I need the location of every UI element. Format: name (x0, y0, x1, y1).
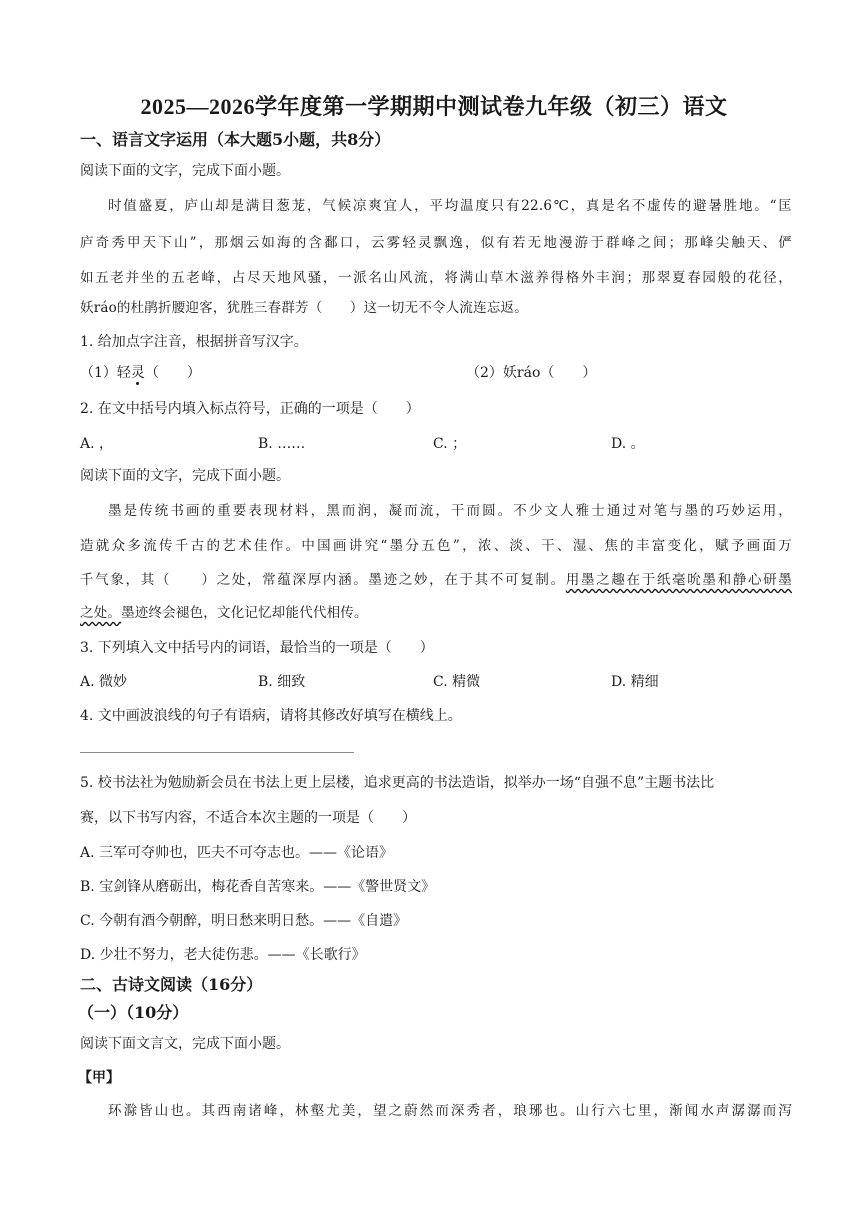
passage-line: 庐奇秀甲天下山”，那烟云如海的含鄱口，云雾轻灵飘逸，似有若无地漫游于群峰之间；那峰尖触天、俨 (80, 235, 792, 251)
question-2-option-a[interactable]: A. ， (80, 436, 114, 452)
passage-line: 时值盛夏，庐山却是满目葱茏，气候凉爽宜人，平均温度只有22.6℃，真是名不虚传的避暑胜地。“匡 (108, 198, 792, 214)
wavy-underlined-sentence: 用墨之趣在于纸毫吮墨和静心研墨 (565, 572, 793, 588)
question-2-option-b[interactable]: B. …… (258, 436, 306, 452)
question-5-stem: 5. 校书法社为勉励新会员在书法上更上层楼，追求更高的书法造诣，拟举办一场“自强不息”主题书法比 (80, 775, 715, 791)
dotted-character: 灵 (130, 365, 145, 381)
answer-blank-line[interactable] (80, 752, 354, 753)
classical-passage-line: 环滁皆山也。其西南诸峰，林壑尤美，望之蔚然而深秀者，琅琊也。山行六七里，渐闻水声潺潺而泻 (108, 1103, 792, 1119)
passage-line: 妖ráo的杜鹃折腰迎客，犹胜三春群芳（ ）这一切无不令人流连忘返。 (80, 300, 528, 316)
question-3-option-a[interactable]: A. 微妙 (80, 674, 128, 690)
question-3-option-b[interactable]: B. 细致 (258, 674, 306, 690)
question-2-option-d[interactable]: D. 。 (611, 436, 645, 452)
question-3-option-d[interactable]: D. 精细 (611, 674, 659, 690)
section2-intro: 阅读下面文言文，完成下面小题。 (80, 1036, 290, 1052)
question-5-option-c[interactable]: C. 今朝有酒今朝醉，明日愁来明日愁。——《自遣》 (80, 913, 408, 929)
passage2-line (80, 603, 792, 623)
passage2-line: 造就众多流传千古的艺术佳作。中国画讲究“墨分五色”，浓、淡、干、湿、焦的丰富变化，赋予画面万 (80, 538, 792, 554)
question-2-stem: 2. 在文中括号内填入标点符号，正确的一项是（ ） (80, 401, 420, 417)
page-title: 2025—2026学年度第一学期期中测试卷九年级（初三）语文 (140, 94, 728, 119)
question-5-option-b[interactable]: B. 宝剑锋从磨砺出，梅花香自苦寒来。——《警世贤文》 (80, 879, 436, 895)
section1-heading: 一、语言文字运用（本大题5小题，共8分） (80, 130, 391, 149)
question-5-option-d[interactable]: D. 少壮不努力，老大徒伤悲。——《长歌行》 (80, 947, 366, 963)
passage2-line (80, 570, 792, 590)
passage2-text: 墨迹终会褪色，文化记忆却能代代相传。 (121, 605, 368, 621)
passage2-line: 墨是传统书画的重要表现材料，黑而润，凝而流，干而圆。不少文人雅士通过对笔与墨的巧妙运用， (108, 503, 792, 519)
question-1-part-a (80, 363, 201, 383)
question-1-part-b: （2）妖ráo（ ） (466, 365, 597, 381)
question-5-option-a[interactable]: A. 三军可夺帅也，匹夫不可夺志也。——《论语》 (80, 845, 394, 861)
wavy-underlined-sentence: 之处。 (80, 605, 122, 621)
question-3-option-c[interactable]: C. 精微 (433, 674, 481, 690)
question-1-stem: 1. 给加点字注音，根据拼音写汉字。 (80, 334, 308, 350)
passage-label-jia: 【甲】 (78, 1070, 120, 1086)
passage2-text: 千气象，其（ ）之处，常蕴深厚内涵。墨迹之妙，在于其不可复制。 (80, 572, 566, 588)
question-2-option-c[interactable]: C. ； (433, 436, 467, 452)
question-5-stem: 赛，以下书写内容，不适合本次主题的一项是（ ） (80, 810, 416, 826)
q1a-prefix: （1）轻 (80, 365, 131, 381)
section2-subheading: （一）（10分） (78, 1003, 189, 1022)
section1-intro-2: 阅读下面的文字，完成下面小题。 (80, 468, 290, 484)
section2-heading: 二、古诗文阅读（16分） (80, 975, 263, 994)
passage-line: 如五老并坐的五老峰，占尽天地风骚，一派名山风流，将满山草木滋养得格外丰润；那翠夏春园般的花径， (80, 270, 792, 286)
section1-intro: 阅读下面的文字，完成下面小题。 (80, 163, 290, 179)
question-4-stem: 4. 文中画波浪线的句子有语病，请将其修改好填写在横线上。 (80, 708, 462, 724)
q1a-answer-blank[interactable]: （ ） (144, 365, 201, 381)
question-3-stem: 3. 下列填入文中括号内的词语，最恰当的一项是（ ） (80, 640, 434, 656)
